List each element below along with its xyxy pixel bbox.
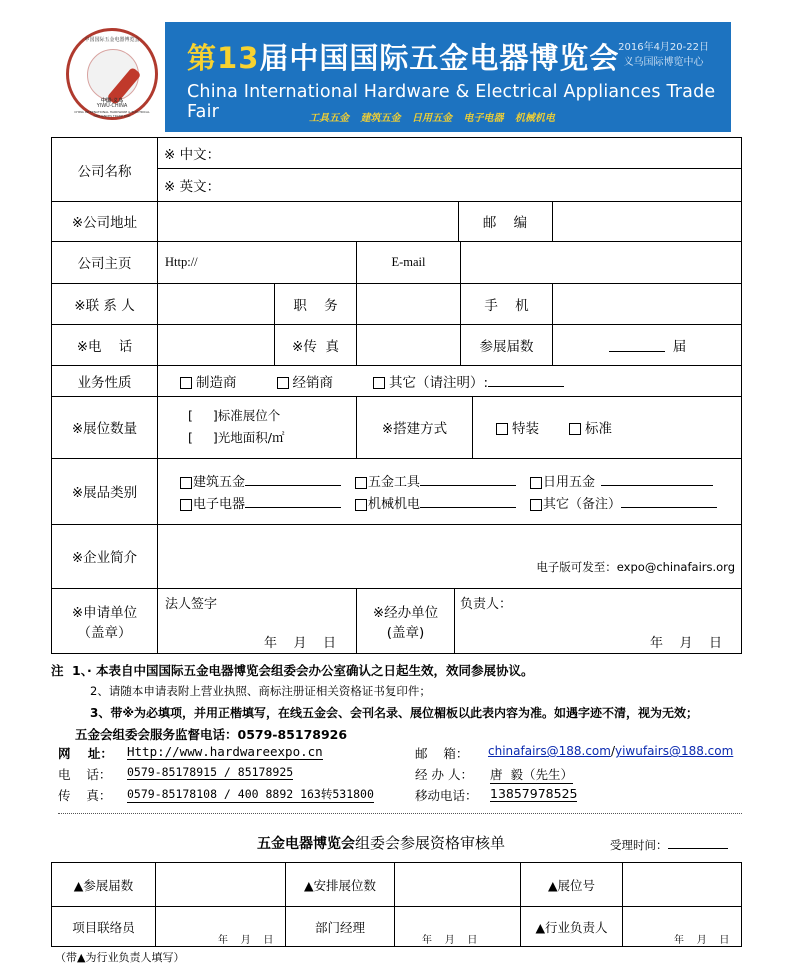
profile-label: ※企业简介: [71, 550, 138, 566]
banner-categories: 工具五金 建筑五金 日用五金 电子电器 机械机电: [309, 113, 555, 124]
company-name-cn-field[interactable]: ※ 中文：: [164, 147, 221, 163]
special-build-checkbox[interactable]: 特装: [496, 417, 539, 437]
cat-tools-checkbox[interactable]: 五金工具: [355, 471, 516, 490]
tel-value: 0579-85178915 / 85178925: [127, 765, 294, 779]
application-form: [51, 137, 742, 654]
review-booth-no-label: ▲展位号: [547, 877, 596, 893]
cat-machinery-checkbox[interactable]: 机械机电: [355, 493, 516, 512]
cat-other-checkbox[interactable]: 其它（备注）: [530, 493, 717, 512]
company-name-label: 公司名称: [77, 163, 132, 180]
build-method-options: [496, 396, 736, 458]
note-3: 3、带※为必填项，并用正楷填写，在线五金会、会刊名录、展位楣板以此表内容为准。如遇字迹不清，视为无效；: [90, 706, 699, 720]
sessions-label: 参展届数: [479, 338, 534, 355]
logo-text-mid2: YIWU·CHINA: [96, 103, 128, 109]
booth-raw-field[interactable]: [ ]光地面积/㎡: [188, 430, 285, 445]
review-booth-no-field[interactable]: [623, 863, 742, 906]
legal-sign-label: 法人签字: [165, 597, 218, 612]
industry-head-date[interactable]: 年 月 日: [674, 935, 730, 946]
contact-label: ※联 系 人: [74, 297, 135, 314]
cat-daily-checkbox[interactable]: 日用五金: [530, 471, 713, 490]
category-label: ※展品类别: [71, 485, 138, 501]
phone-label: ※电 话: [76, 338, 133, 355]
postcode-label: 邮 编: [482, 215, 528, 231]
banner-title: 第13届中国国际五金电器博览会: [187, 41, 620, 75]
fax-label: ※传 真: [292, 338, 339, 355]
mail-links: chinafairs@188.com/yiwufairs@188.com: [488, 744, 734, 758]
website-label: 网 址：: [58, 746, 113, 761]
booth-standard-field[interactable]: [ ]标准展位个: [188, 408, 281, 423]
other-business-checkbox[interactable]: 其它（请注明）:: [373, 371, 564, 391]
position-label: 职 务: [293, 297, 338, 314]
logo-text-top: 中国国际五金电器博览会: [84, 37, 140, 43]
phone-field[interactable]: [158, 324, 274, 365]
standard-build-checkbox[interactable]: 标准: [569, 417, 612, 437]
manager-label: 部门经理: [314, 920, 365, 935]
review-sessions-label: ▲参展届数: [73, 877, 134, 893]
build-method-label: ※搭建方式: [381, 421, 448, 437]
note-label: 注: [51, 663, 64, 678]
review-sessions-field[interactable]: [156, 863, 285, 906]
tel-label: 电 话：: [58, 767, 112, 782]
homepage-label: 公司主页: [77, 256, 132, 272]
mail-link-1[interactable]: chinafairs@188.com: [488, 744, 611, 758]
profile-field[interactable]: [158, 525, 742, 588]
liaison-label: 项目联络员: [72, 920, 135, 935]
distributor-checkbox[interactable]: 经销商: [277, 371, 334, 391]
review-booths-field[interactable]: [395, 863, 520, 906]
sessions-field[interactable]: 届: [553, 324, 742, 365]
fax-field[interactable]: [357, 324, 460, 365]
company-name-en-field[interactable]: ※ 英文：: [164, 179, 221, 195]
agent-label: ※经办单位 (盖章): [372, 605, 439, 641]
address-label: ※公司地址: [71, 215, 138, 231]
business-type-label: 业务性质: [77, 374, 132, 391]
cat-electronics-checkbox[interactable]: 电子电器: [180, 497, 341, 512]
wrench-icon: [87, 49, 139, 101]
cat-construction-checkbox[interactable]: 建筑五金: [180, 475, 341, 490]
tear-line: [58, 813, 742, 814]
handler-label: 经 办 人：: [415, 767, 473, 782]
handler-value: 唐 毅（先生）: [490, 767, 573, 782]
logo-text-mid: 中国·义乌: [101, 98, 123, 104]
postcode-field[interactable]: [553, 201, 742, 241]
fax-value: 0579-85178108 / 400 8892 163转531800: [127, 787, 374, 801]
mail-link-2[interactable]: yiwufairs@188.com: [615, 744, 734, 758]
review-booths-label: ▲安排展位数: [303, 877, 377, 893]
banner-date: 2016年4月20-22日 义乌国际博览中心: [618, 42, 709, 68]
accept-time-label: 受理时间：: [610, 836, 728, 853]
note-1: 1、· 本表自中国国际五金电器博览会组委会办公室确认之日起生效，效同参展协议。: [72, 663, 534, 678]
mail-label: 邮 箱：: [415, 746, 469, 761]
logo-text-bottom: CHINA INTERNATIONAL HARDWARE & ELECTRICAL APPLIANCES TRADE FAIR: [74, 110, 150, 118]
cell-value: 13857978525: [490, 786, 578, 801]
position-field[interactable]: [357, 283, 460, 324]
review-table: [51, 862, 742, 947]
booth-count-label: ※展位数量: [71, 421, 138, 437]
email-field[interactable]: [461, 241, 742, 283]
review-title: 五金电器博览会组委会参展资格审核单: [257, 834, 506, 852]
email-hint: 电子版可发至：expo@chinafairs.org: [536, 560, 735, 574]
hotline: 五金会组委会服务监督电话：0579-85178926: [75, 727, 348, 742]
contact-field[interactable]: [158, 283, 274, 324]
review-footnote: （带▲为行业负责人填写）: [55, 951, 185, 964]
cell-label: 移动电话：: [415, 788, 478, 803]
mobile-label: 手 机: [484, 297, 529, 314]
banner-title-en: China International Hardware & Electrical Appliances Trade Fair: [187, 82, 716, 122]
applicant-date[interactable]: 年 月 日: [264, 636, 337, 651]
applicant-label: ※申请单位 （盖章）: [71, 605, 138, 641]
note-2: 2、请随本申请表附上营业执照、商标注册证相关资格证书复印件；: [90, 684, 431, 698]
mobile-field[interactable]: [553, 283, 742, 324]
email-label: E-mail: [391, 254, 426, 269]
business-type-options: [180, 365, 740, 396]
fair-banner: [165, 22, 731, 132]
industry-head-label: ▲行业负责人: [535, 920, 608, 935]
agent-date[interactable]: 年 月 日: [650, 636, 723, 651]
principal-label: 负责人：: [460, 597, 513, 612]
manager-date[interactable]: 年 月 日: [422, 935, 478, 946]
website-link[interactable]: Http://www.hardwareexpo.cn: [127, 744, 323, 759]
homepage-field[interactable]: Http://: [165, 254, 198, 269]
manufacturer-checkbox[interactable]: 制造商: [180, 371, 237, 391]
liaison-date[interactable]: 年 月 日: [218, 935, 274, 946]
fax-label-bottom: 传 真：: [58, 788, 112, 803]
address-field[interactable]: [158, 201, 458, 241]
category-row-2: [180, 493, 622, 512]
fair-logo: [66, 28, 158, 120]
category-row-1: [180, 471, 596, 490]
